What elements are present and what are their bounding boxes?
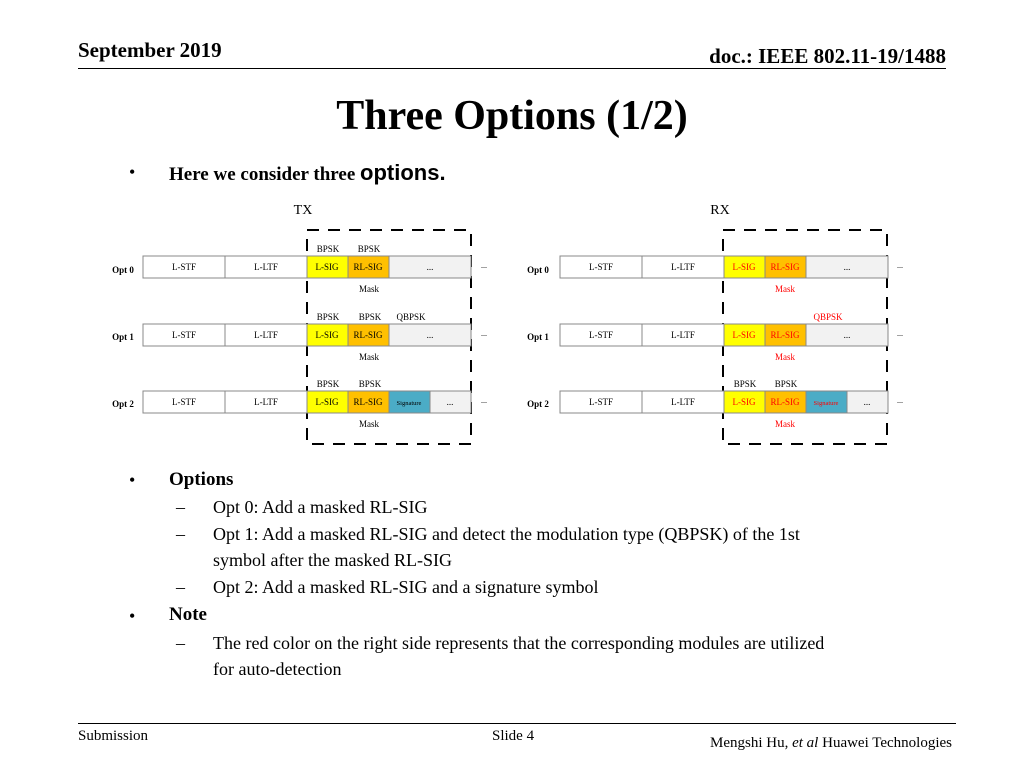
tx-opt0-mod-lsig: BPSK [316, 244, 340, 254]
page-title: Three Options (1/2) [336, 93, 688, 139]
tx-opt0-trail: ... [481, 261, 487, 270]
tx-opt0-ellipsis: ... [426, 262, 434, 272]
footer-author [710, 735, 952, 752]
tx-opt2-lsig-text: L-SIG [315, 397, 339, 407]
rx-opt2-mod-lsig: BPSK [733, 379, 757, 389]
dash-marker: – [176, 577, 185, 597]
rx-opt2-mod-rlsig: BPSK [774, 379, 798, 389]
tx-opt1-mask: Mask [359, 352, 379, 362]
tx-opt2-lltf-text: L-LTF [254, 397, 278, 407]
bullet-dot: • [129, 606, 136, 626]
rx-opt1-mask: Mask [775, 352, 795, 362]
rx-opt2-lstf-text: L-STF [588, 397, 614, 407]
rx-opt2-ellipsis: ... [863, 397, 871, 407]
header-date: September 2019 [78, 38, 222, 62]
tx-opt1-rlsig-text: RL-SIG [353, 330, 383, 340]
option-item-1-cont: symbol after the masked RL-SIG [213, 550, 452, 570]
tx-opt2-label: Opt 2 [112, 399, 134, 409]
tx-opt1-mod-rlsig: BPSK [358, 312, 382, 322]
rx-opt2-lltf-text: L-LTF [671, 397, 695, 407]
rx-opt1-mod-data: QBPSK [813, 312, 843, 322]
tx-opt1-lsig-text: L-SIG [315, 330, 339, 340]
option-item-1: Opt 1: Add a masked RL-SIG and detect the modulation type (QBPSK) of the 1st [213, 524, 800, 544]
rx-opt1-lsig-text: L-SIG [732, 330, 756, 340]
dash-marker: – [176, 497, 185, 517]
tx-opt2-trail: ... [481, 396, 487, 405]
rx-opt2-signature-text: Signature [813, 400, 839, 407]
tx-opt1-mod-lsig: BPSK [316, 312, 340, 322]
rx-opt1-label: Opt 1 [527, 332, 549, 342]
options-heading: Options [169, 469, 234, 490]
rx-opt1-ellipsis: ... [843, 330, 851, 340]
rx-opt1-lltf-text: L-LTF [671, 330, 695, 340]
tx-opt0-lltf-text: L-LTF [254, 262, 278, 272]
tx-opt0-mask: Mask [359, 284, 379, 294]
rx-opt2-label: Opt 2 [527, 399, 549, 409]
tx-opt0-mod-rlsig: BPSK [357, 244, 381, 254]
note-heading: Note [169, 604, 207, 625]
option-item-0: Opt 0: Add a masked RL-SIG [213, 497, 428, 517]
bullet-dot: • [129, 470, 136, 490]
option-item-2: Opt 2: Add a masked RL-SIG and a signature symbol [213, 577, 599, 597]
rx-opt2-lsig-text: L-SIG [732, 397, 756, 407]
footer-org: Huawei Technologies [818, 735, 952, 751]
rx-opt0-lltf-text: L-LTF [671, 262, 695, 272]
rx-opt1-trail: ... [897, 329, 903, 338]
rx-opt2-mask: Mask [775, 419, 795, 429]
tx-opt1-label: Opt 1 [112, 332, 134, 342]
bullet-dot: • [129, 162, 136, 182]
intro-text-a: Here we consider three [169, 164, 361, 185]
rx-opt0-mask: Mask [775, 284, 795, 294]
footer-submission: Submission [78, 728, 149, 744]
footer-etal: et al [792, 735, 819, 751]
rx-opt0-rlsig-text: RL-SIG [770, 262, 800, 272]
tx-opt1-lltf-text: L-LTF [254, 330, 278, 340]
rx-opt2-trail: ... [897, 396, 903, 405]
footer-rule [78, 723, 956, 724]
rx-opt2-rlsig-text: RL-SIG [770, 397, 800, 407]
footer-slide-number: Slide 4 [492, 728, 535, 744]
note-line-2: for auto-detection [213, 659, 342, 679]
tx-opt2-mask: Mask [359, 419, 379, 429]
tx-opt0-label: Opt 0 [112, 265, 134, 275]
rx-label: RX [710, 203, 730, 218]
rx-opt0-ellipsis: ... [843, 262, 851, 272]
tx-opt1-ellipsis: ... [426, 330, 434, 340]
tx-opt2-signature-text: Signature [396, 400, 422, 407]
tx-opt1-mod-data: QBPSK [396, 312, 426, 322]
tx-opt0-lsig-text: L-SIG [315, 262, 339, 272]
tx-label: TX [293, 203, 313, 218]
tx-opt2-rlsig-text: RL-SIG [353, 397, 383, 407]
footer-author-name: Mengshi Hu, [710, 735, 793, 751]
rx-opt1-rlsig-text: RL-SIG [770, 330, 800, 340]
tx-opt2-mod-lsig: BPSK [316, 379, 340, 389]
rx-opt0-label: Opt 0 [527, 265, 549, 275]
tx-opt1-trail: ... [481, 329, 487, 338]
rx-opt1-lstf-text: L-STF [588, 330, 614, 340]
intro-text-b: options. [360, 160, 446, 185]
dash-marker: – [176, 524, 185, 544]
tx-opt0-rlsig-text: RL-SIG [353, 262, 383, 272]
dash-marker: – [176, 633, 185, 653]
note-line-1: The red color on the right side represents that the corresponding modules are utilized [213, 633, 825, 653]
tx-opt2-lstf-text: L-STF [171, 397, 197, 407]
tx-opt2-mod-rlsig: BPSK [358, 379, 382, 389]
tx-opt0-lstf-text: L-STF [171, 262, 197, 272]
tx-opt1-lstf-text: L-STF [171, 330, 197, 340]
tx-opt2-ellipsis: ... [446, 397, 454, 407]
header-doc-id: doc.: IEEE 802.11-19/1488 [709, 44, 946, 68]
rx-opt0-lstf-text: L-STF [588, 262, 614, 272]
rx-opt0-trail: ... [897, 261, 903, 270]
rx-opt0-lsig-text: L-SIG [732, 262, 756, 272]
